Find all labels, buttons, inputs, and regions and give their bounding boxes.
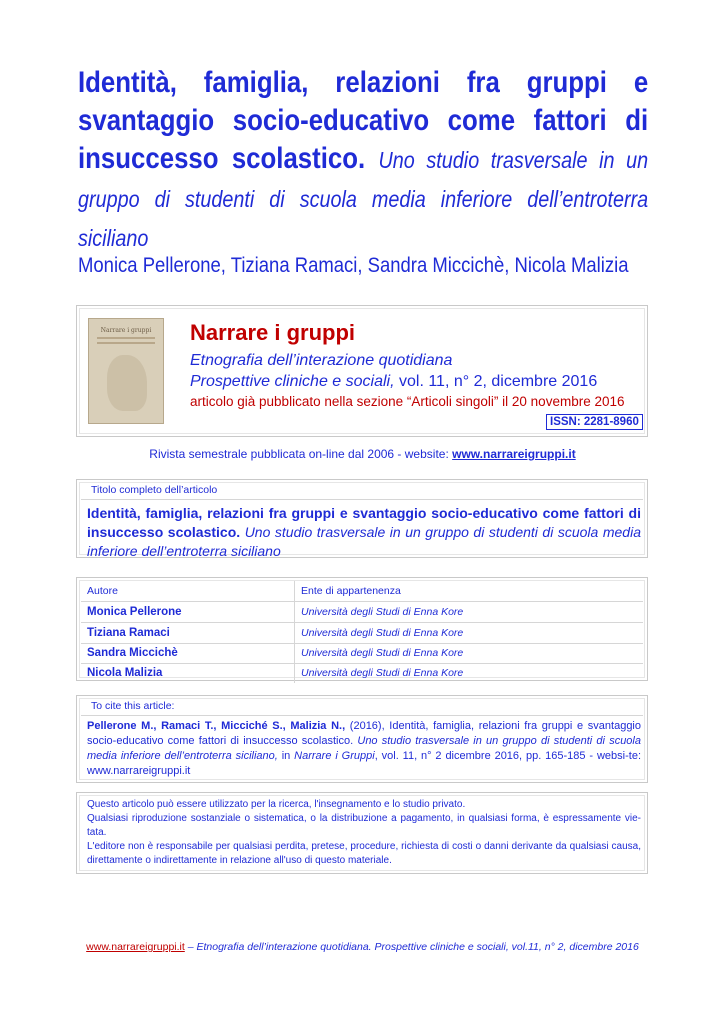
notice-box [76, 792, 648, 874]
citation-part-3: , vol. 11, n° 2 dicembre 2016, pp. 165-185 - websi-te: [374, 750, 642, 762]
author-affiliation: Università degli Studi di Enna Kore [301, 647, 464, 659]
column-divider [294, 643, 295, 663]
author-affiliation: Università degli Studi di Enna Kore [301, 606, 464, 618]
citation-part-1: (2016), Identità, famiglia, relazioni fra gruppi e svantaggio socio-educativo come fattori di insuccesso scolastico. [87, 720, 641, 747]
journal-name: Narrare i gruppi [190, 320, 356, 345]
table-row [81, 602, 643, 623]
issn-badge: ISSN: 2281-8960 [546, 414, 643, 430]
author-affiliation: Università degli Studi di Enna Kore [301, 667, 464, 679]
col-affiliation: Ente di appartenenza [301, 585, 401, 597]
title-table-body [77, 500, 647, 561]
page-footer [0, 941, 725, 953]
article-title [78, 64, 648, 257]
article-title-bold: Identità, famiglia, relazioni fra gruppi e svantaggio socio-educativo come fattori di insuccesso scolastico. [78, 66, 649, 175]
notice-line-1: Questo articolo può essere utilizzato per la ricerca, l'insegnamento e lo studio privato. [87, 799, 466, 810]
citation-box [76, 695, 648, 783]
notice-line-2: Qualsiasi riproduzione sostanziale o sistematica, o la distribuzione a pagamento, in qualsiasi forma, è espressamente vie-tata. [87, 813, 641, 838]
title-table-italic: Uno studio trasversale in un gruppo di studenti di scuola media inferiore dell’entroterra siciliano [87, 524, 641, 559]
authors-line: Monica Pellerone, Tiziana Ramaci, Sandra Miccichè, Nicola Malizia [78, 254, 629, 277]
author-affiliation: Università degli Studi di Enna Kore [301, 627, 464, 639]
published-note: articolo già pubblicato nella sezione “Articoli singoli” il 20 novembre 2016 [190, 394, 625, 409]
notice-text [77, 793, 647, 868]
author-name: Nicola Malizia [87, 667, 163, 679]
table-row [81, 623, 643, 644]
citation-part-2: in [277, 750, 295, 762]
citation-link[interactable]: www.narrareigruppi.it [87, 765, 191, 777]
cover-figure [107, 355, 147, 411]
cover-rule [97, 337, 155, 339]
citation-subtitle: Uno studio trasversale in un gruppo di studenti di scuola media inferiore dell’entroterra siciliano, [87, 735, 641, 762]
author-name: Sandra Miccichè [87, 647, 178, 659]
author-name: Tiziana Ramaci [87, 627, 170, 639]
footer-link[interactable]: www.narrareigruppi.it [86, 941, 185, 953]
journal-volume [190, 373, 597, 391]
journal-subtitle: Etnografia dell’interazione quotidiana [190, 352, 453, 369]
citation-authors: Pellerone M., Ramaci T., Micciché S., Malizia N., [87, 720, 346, 732]
column-divider [294, 623, 295, 643]
footer-text: – Etnografia dell’interazione quotidiana. Prospettive cliniche e sociali, vol.11, n° 2, dicembre 2016 [184, 941, 639, 953]
journal-subtitle-2: Prospettive cliniche e sociali, [190, 373, 395, 390]
table-row [81, 643, 643, 664]
authors-table-header [81, 581, 643, 602]
table-row [81, 663, 643, 683]
article-title-italic: Uno studio trasversale in un gruppo di studenti di scuola media inferiore dell’entroterra siciliano [78, 147, 649, 251]
author-name: Monica Pellerone [87, 606, 182, 618]
website-line-text: Rivista semestrale pubblicata on-line dal 2006 - website: [149, 447, 453, 461]
website-link[interactable]: www.narrareigruppi.it [452, 447, 576, 461]
citation-journal: Narrare i Gruppi [294, 750, 375, 762]
column-divider [294, 602, 295, 622]
website-line [0, 447, 725, 461]
column-divider [294, 663, 295, 683]
authors-table [76, 577, 648, 681]
column-divider [294, 581, 295, 601]
title-table [76, 479, 648, 558]
journal-volume-info: vol. 11, n° 2, dicembre 2016 [399, 373, 598, 390]
title-table-caption: Titolo completo dell’articolo [81, 480, 643, 500]
cover-title: Narrare i gruppi [100, 327, 152, 334]
notice-line-3: L'editore non è responsabile per qualsiasi perdita, pretese, procedure, richiesta di costi o danni derivante da qualsiasi causa, direttamente o indirettamente in relazione all'uso di questo materiale. [87, 841, 641, 866]
col-author: Autore [87, 585, 118, 597]
journal-cover-image [88, 318, 164, 424]
citation-text [77, 716, 647, 779]
title-table-bold: Identità, famiglia, relazioni fra gruppi e svantaggio socio-educativo come fattori di insuccesso scolastico. [87, 505, 641, 540]
cover-rule [97, 342, 155, 344]
citation-caption: To cite this article: [81, 696, 643, 716]
